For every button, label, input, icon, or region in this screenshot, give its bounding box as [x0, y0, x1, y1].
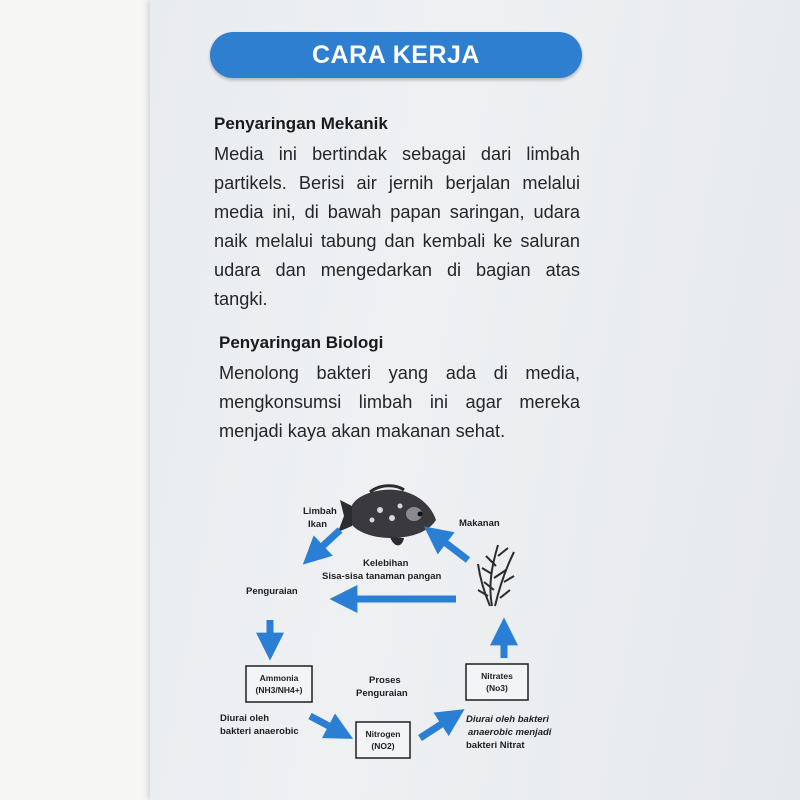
section-body: Menolong bakteri yang ada di media, mengkonsumsi limbah ini agar mereka menjadi kaya akan makanan sehat.: [219, 363, 580, 441]
fish-icon: [338, 486, 436, 546]
ammonia-formula: (NH3/NH4+): [255, 685, 303, 695]
label-diurai-bakteri: Diurai oleh bakteri: [466, 714, 549, 725]
label-diurai-oleh: Diurai oleh: [220, 713, 270, 724]
section-title: Penyaringan Biologi: [219, 333, 384, 352]
label-makanan: Makanan: [459, 518, 500, 529]
nitrogen-label: Nitrogen: [365, 729, 401, 739]
section-title: Penyaringan Mekanik: [214, 114, 388, 133]
label-ikan: Ikan: [308, 519, 328, 530]
nitrates-formula: (No3): [486, 683, 508, 693]
nitrates-label: Nitrates: [481, 671, 513, 681]
ammonia-label: Ammonia: [259, 673, 299, 683]
label-kelebihan: Kelebihan: [363, 558, 409, 569]
arrow-icon: [310, 716, 342, 733]
section-body: Media ini bertindak sebagai dari limbah partikels. Berisi air jernih berjalan melalui media ini, di bawah papan saringan, udara naik melalui tabung dan kembali ke saluran udara dan mengedarkan di bagian atas tangki.: [214, 144, 580, 309]
label-proses-penguraian: Penguraian: [356, 688, 408, 699]
label-anaerobic-menjadi: anaerobic menjadi: [468, 727, 552, 738]
header-title: CARA KERJA: [312, 40, 480, 69]
label-limbah: Limbah: [303, 506, 337, 517]
arrow-icon: [434, 534, 468, 560]
arrow-icon: [312, 530, 340, 556]
label-sisa-tanaman: Sisa-sisa tanaman pangan: [322, 571, 442, 582]
ammonia-box: [246, 666, 312, 702]
arrow-icon: [420, 716, 454, 738]
label-penguraian: Penguraian: [246, 586, 298, 597]
nitrogen-box: [356, 722, 410, 758]
label-bakteri-anaerobic: bakteri anaerobic: [220, 726, 299, 737]
nitrogen-formula: (NO2): [371, 741, 395, 751]
plant-icon: [478, 545, 514, 606]
nitrates-box: [466, 664, 528, 700]
label-proses: Proses: [369, 675, 401, 686]
label-bakteri-nitrat: bakteri Nitrat: [466, 740, 525, 751]
